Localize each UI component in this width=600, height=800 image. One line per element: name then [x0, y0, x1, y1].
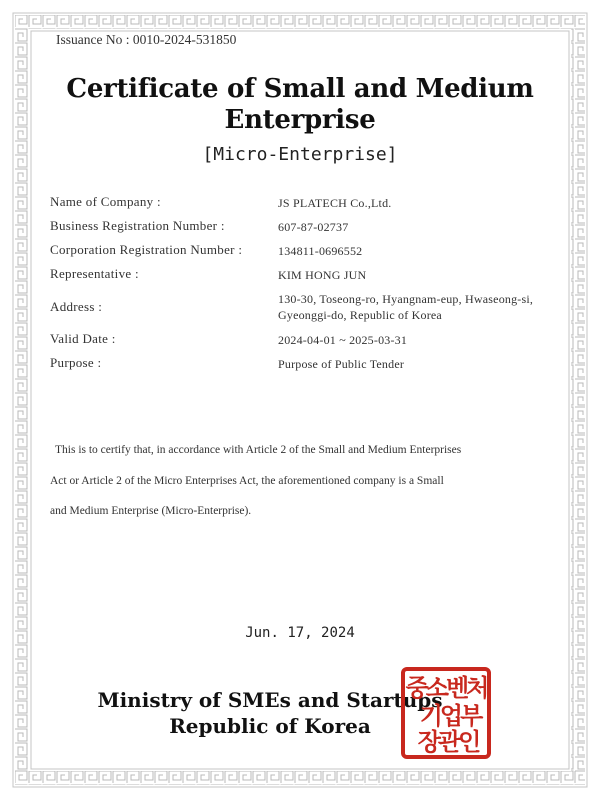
ministry-country: Republic of Korea	[169, 714, 371, 738]
label-company-name: Name of Company :	[50, 194, 161, 209]
certificate-subtitle: [Micro-Enterprise]	[202, 144, 398, 165]
value-address: 130-30, Toseong-ro, Hyangnam-eup, Hwaseong-si, Gyeonggi-do, Republic of Korea	[278, 292, 534, 322]
title-line-1: Certificate of Small and Medium	[66, 74, 534, 104]
issue-date: Jun. 17, 2024	[245, 625, 355, 641]
value-company-name: JS PLATECH Co.,Ltd.	[278, 196, 392, 210]
value-representative: KIM HONG JUN	[278, 268, 367, 282]
label-purpose: Purpose :	[50, 355, 102, 370]
value-business-registration: 607-87-02737	[278, 220, 349, 234]
value-corporation-registration: 134811-0696552	[278, 244, 363, 258]
official-seal-stamp	[400, 666, 492, 760]
statement-line-1: This is to certify that, in accordance with Article 2 of the Small and Medium Enterprises	[55, 444, 462, 456]
svg-text:기업부: 기업부	[419, 702, 481, 730]
svg-text:장관인: 장관인	[417, 728, 479, 756]
label-corporation-registration: Corporation Registration Number :	[50, 242, 243, 257]
certificate-title	[0, 74, 600, 136]
issuance-number: Issuance No : 0010-2024-531850	[52, 32, 240, 48]
svg-text:중소벤처: 중소벤처	[405, 674, 487, 702]
statement-line-3: and Medium Enterprise (Micro-Enterprise).	[50, 505, 252, 517]
value-valid-date: 2024-04-01 ~ 2025-03-31	[278, 333, 408, 347]
value-purpose: Purpose of Public Tender	[278, 357, 405, 371]
statement-line-2: Act or Article 2 of the Micro Enterprises Act, the aforementioned company is a Small	[50, 475, 444, 487]
label-address: Address :	[50, 299, 103, 314]
title-line-2: Enterprise	[224, 105, 376, 135]
label-business-registration: Business Registration Number :	[50, 218, 225, 233]
label-representative: Representative :	[50, 266, 139, 281]
ministry-name: Ministry of SMEs and Startups	[97, 688, 443, 712]
label-valid-date: Valid Date :	[50, 331, 116, 346]
